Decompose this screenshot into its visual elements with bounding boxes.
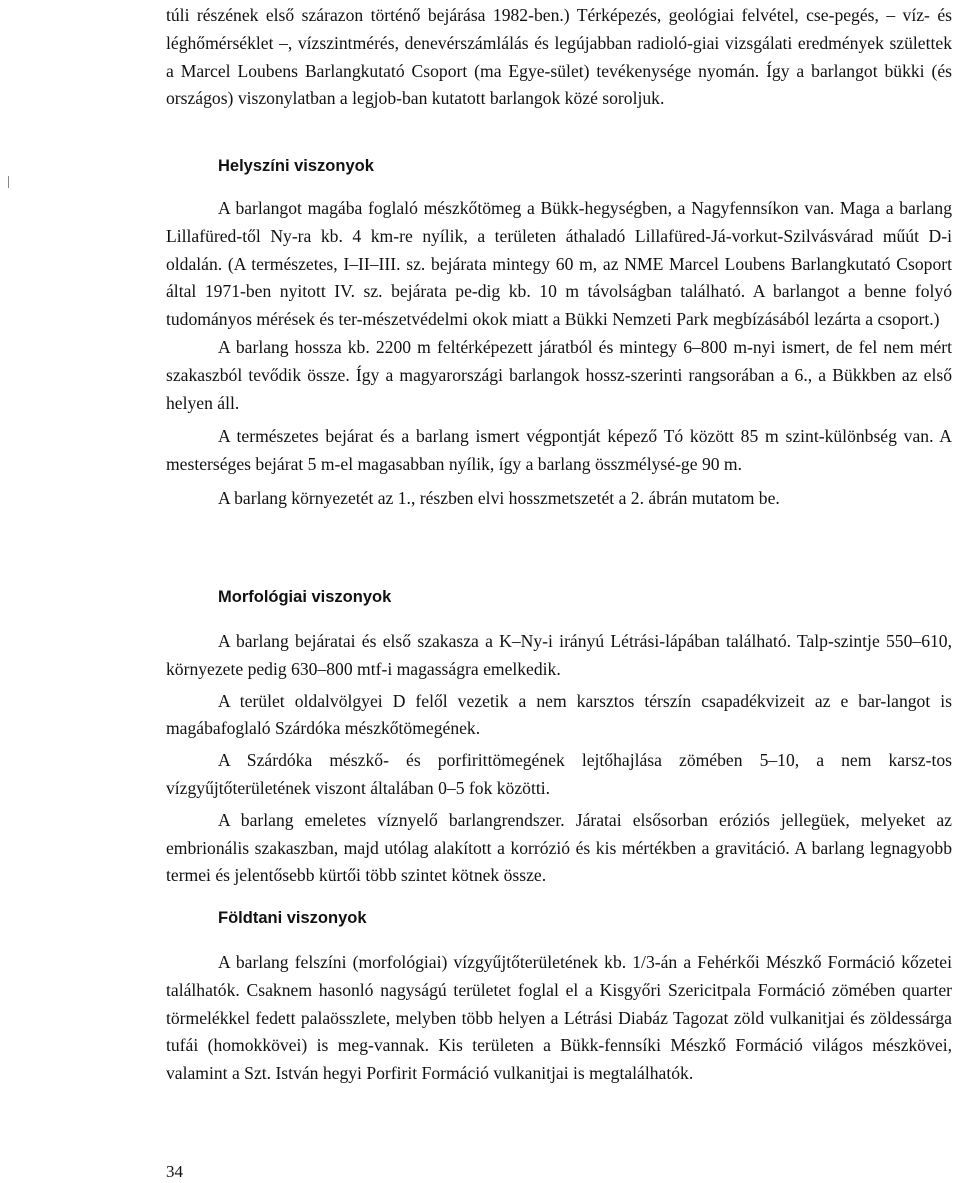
paragraph: A természetes bejárat és a barlang ismert végpontját képező Tó között 85 m szint-különbség van. A mesterséges bejárat 5 m-el magasabban nyílik, így a barlang összmélysé-ge 90 m. bbox=[166, 426, 952, 475]
section-morfologiai-body bbox=[166, 628, 952, 890]
intro-block bbox=[166, 2, 952, 113]
page-number: 34 bbox=[166, 1162, 183, 1181]
paragraph: A barlang felszíni (morfológiai) vízgyűjtőterületének kb. 1/3-án a Fehérkői Mészkő Formáció kőzetei találhatók. Csaknem hasonló nagyságú területet foglal el a Kisgyőri Szericitpala Formáció zömében quarter törmelékkel fedett palaösszlete, melyben több helyen a Létrási Diabáz Tagozat zöld vulkanitjai és zöldessárga tufái (homokkövei) is meg-vannak. Kis területen a Bükk-fennsíki Mészkő Formáció világos mészkövei, valamint a Szt. István hegyi Porfirit Formáció vulkanitjai is megtalálhatók. bbox=[166, 952, 952, 1084]
intro-paragraph: túli részének első szárazon történő bejárása 1982-ben.) Térképezés, geológiai felvétel, cse-pegés, – víz- és léghőmérséklet –, vízszintmérés, denevérszámlálás és legújabban radioló-giai vizsgálati eredmények születtek a Marcel Loubens Barlangkutató Csoport (ma Egye-sület) tevékenysége nyomán. Így a barlangot bükki (és országos) viszonylatban a legjob-ban kutatott barlangok közé soroljuk. bbox=[166, 5, 952, 109]
section-heading-morfologiai: Morfológiai viszonyok bbox=[218, 588, 392, 606]
scan-artifact-mark bbox=[8, 176, 9, 188]
paragraph: A barlang hossza kb. 2200 m feltérképezett járatból és mintegy 6–800 m-nyi ismert, de fel nem mért szakaszból tevődik össze. Így a magyarországi barlangok hossz-szerinti rangsorában a 6., a Bükkben az első helyen áll. bbox=[166, 336, 952, 413]
section-helyszini-body bbox=[166, 195, 952, 513]
paragraph: A barlangot magába foglaló mészkőtömeg a Bükk-hegységben, a Nagyfennsíkon van. Maga a barlang Lillafüred-től Ny-ra kb. 4 km-re nyílik, a területen áthaladó Lillafüred-Já-vorkut-Szilvásvárad műút D-i oldalán. (A természetes, I–II–III. sz. bejárata mintegy 60 m, az NME Marcel Loubens Barlangkutató Csoport által 1971-ben nyitott IV. sz. bejárata pe-dig kb. 10 m távolságban található. A barlangot a benne folyó tudományos mérések és ter-mészetvédelmi okok miatt a Bükki Nemzeti Park megbízásából lezárta a csoport.) bbox=[166, 198, 952, 330]
section-foldtani-body bbox=[166, 949, 952, 1088]
paragraph: A barlang emeletes víznyelő barlangrendszer. Járatai elsősorban eróziós jellegüek, melyeket az embrionális szakaszban, majd utólag alakított a korrózió és kis mértékben a gravitáció. A barlang legnagyobb termei és jelentősebb kürtői több szintet kötnek össze. bbox=[166, 809, 952, 886]
section-heading-helyszini: Helyszíni viszonyok bbox=[218, 157, 374, 175]
paragraph: A terület oldalvölgyei D felől vezetik a nem karsztos térszín csapadékvizeit az e bar-langot is magábafoglaló Szárdóka mészkőtömegének. bbox=[166, 690, 952, 739]
section-heading-foldtani: Földtani viszonyok bbox=[218, 909, 367, 927]
paragraph: A Szárdóka mészkő- és porfirittömegének lejtőhajlása zömében 5–10, a nem karsz-tos vízgyűjtőterületének viszont általában 0–5 fok közötti. bbox=[166, 750, 952, 798]
paragraph: A barlang környezetét az 1., részben elvi hosszmetszetét a 2. ábrán mutatom be. bbox=[218, 487, 780, 508]
paragraph: A barlang bejáratai és első szakasza a K–Ny-i irányú Létrási-lápában található. Talp-szintje 550–610, környezete pedig 630–800 mtf-i magasságra emelkedik. bbox=[166, 631, 952, 679]
